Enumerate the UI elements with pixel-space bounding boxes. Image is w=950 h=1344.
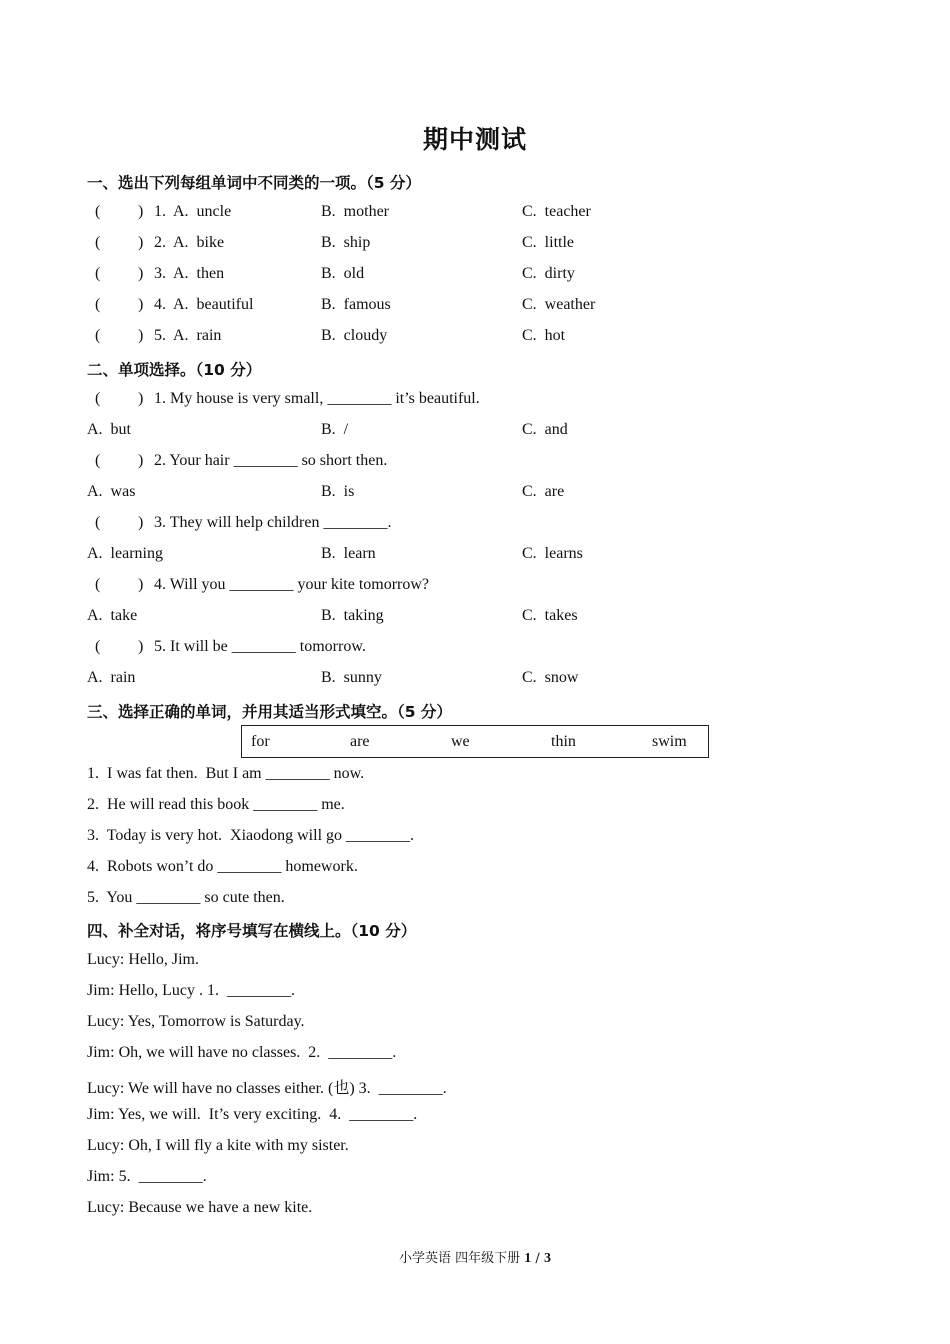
- option-a: A. uncle: [173, 203, 232, 220]
- question-number: 5.: [154, 327, 166, 344]
- answer-paren-close: ): [138, 452, 144, 469]
- option-c: C. hot: [522, 327, 566, 344]
- question-text: 1. My house is very small, ________ it’s beautiful.: [154, 390, 480, 407]
- option-c: C. and: [522, 421, 568, 438]
- answer-paren-open: (: [95, 452, 101, 469]
- option-c: C. little: [522, 234, 574, 251]
- option-a: A. rain: [173, 327, 222, 344]
- option-b: B. ship: [321, 234, 371, 251]
- option-b: B. is: [321, 483, 355, 500]
- section1-heading: 一、选出下列每组单词中不同类的一项。（5 分）: [87, 174, 421, 192]
- option-c: C. snow: [522, 669, 579, 686]
- footer-separator: /: [531, 1251, 544, 1266]
- dialogue-line: Lucy: Because we have a new kite.: [87, 1199, 313, 1216]
- option-a: A. rain: [87, 669, 136, 686]
- answer-paren-open: (: [95, 390, 101, 407]
- option-a: A. bike: [173, 234, 225, 251]
- word-bank-item: we: [451, 733, 470, 750]
- option-b: B. learn: [321, 545, 376, 562]
- answer-paren-close: ): [138, 203, 144, 220]
- option-b: B. sunny: [321, 669, 382, 686]
- answer-paren-close: ): [138, 327, 144, 344]
- fill-sentence: 3. Today is very hot. Xiaodong will go ________.: [87, 827, 415, 844]
- option-a: A. then: [173, 265, 225, 282]
- option-b: B. old: [321, 265, 365, 282]
- option-a: A. learning: [87, 545, 163, 562]
- answer-paren-open: (: [95, 514, 101, 531]
- answer-paren-close: ): [138, 576, 144, 593]
- option-c: C. learns: [522, 545, 583, 562]
- option-b: B. mother: [321, 203, 389, 220]
- option-b: B. cloudy: [321, 327, 388, 344]
- dialogue-line: Jim: 5. ________.: [87, 1168, 207, 1185]
- footer-text: 小学英语 四年级下册: [399, 1251, 525, 1266]
- question-number: 4.: [154, 296, 166, 313]
- fill-sentence: 2. He will read this book ________ me.: [87, 796, 345, 813]
- answer-paren-open: (: [95, 203, 101, 220]
- dialogue-line: Jim: Oh, we will have no classes. 2. ________.: [87, 1044, 397, 1061]
- question-text: 4. Will you ________ your kite tomorrow?: [154, 576, 430, 593]
- option-b: B. famous: [321, 296, 391, 313]
- option-c: C. takes: [522, 607, 578, 624]
- dialogue-line: Jim: Hello, Lucy . 1. ________.: [87, 982, 295, 999]
- section2-heading: 二、单项选择。（10 分）: [87, 361, 262, 379]
- answer-paren-close: ): [138, 514, 144, 531]
- footer-page-total: 3: [543, 1251, 551, 1266]
- dialogue-line: Lucy: Yes, Tomorrow is Saturday.: [87, 1013, 305, 1030]
- word-bank-item: thin: [551, 733, 576, 750]
- dialogue-line: Lucy: Oh, I will fly a kite with my sister.: [87, 1137, 349, 1154]
- answer-paren-open: (: [95, 296, 101, 313]
- answer-paren-open: (: [95, 638, 101, 655]
- option-c: C. are: [522, 483, 565, 500]
- word-bank-item: for: [251, 733, 270, 750]
- option-a: A. but: [87, 421, 131, 438]
- answer-paren-open: (: [95, 327, 101, 344]
- answer-paren-close: ): [138, 265, 144, 282]
- word-bank-item: swim: [652, 733, 687, 750]
- dialogue-line: Lucy: Hello, Jim.: [87, 951, 199, 968]
- answer-paren-close: ): [138, 234, 144, 251]
- question-number: 3.: [154, 265, 166, 282]
- option-a: A. beautiful: [173, 296, 254, 313]
- dialogue-line: Jim: Yes, we will. It’s very exciting. 4. ________.: [87, 1106, 418, 1123]
- option-a: A. take: [87, 607, 138, 624]
- section4-heading: 四、补全对话，将序号填写在横线上。（10 分）: [87, 922, 417, 940]
- option-b: B. taking: [321, 607, 384, 624]
- question-text: 2. Your hair ________ so short then.: [154, 452, 388, 469]
- footer-page-number: 1: [524, 1251, 532, 1266]
- option-a: A. was: [87, 483, 136, 500]
- fill-sentence: 5. You ________ so cute then.: [87, 889, 285, 906]
- dialogue-line: Lucy: We will have no classes either. (也) 3. ________.: [87, 1080, 447, 1097]
- option-c: C. dirty: [522, 265, 575, 282]
- answer-paren-open: (: [95, 576, 101, 593]
- option-c: C. weather: [522, 296, 596, 313]
- answer-paren-open: (: [95, 234, 101, 251]
- page-title: 期中测试: [422, 125, 527, 154]
- fill-sentence: 4. Robots won’t do ________ homework.: [87, 858, 358, 875]
- question-text: 3. They will help children ________.: [154, 514, 392, 531]
- answer-paren-close: ): [138, 390, 144, 407]
- question-number: 1.: [154, 203, 166, 220]
- option-c: C. teacher: [522, 203, 591, 220]
- section3-heading: 三、选择正确的单词，并用其适当形式填空。（5 分）: [87, 703, 452, 721]
- word-bank-box: [241, 725, 709, 758]
- question-text: 5. It will be ________ tomorrow.: [154, 638, 366, 655]
- answer-paren-close: ): [138, 638, 144, 655]
- answer-paren-close: ): [138, 296, 144, 313]
- answer-paren-open: (: [95, 265, 101, 282]
- fill-sentence: 1. I was fat then. But I am ________ now.: [87, 765, 365, 782]
- page-footer: [0, 1247, 950, 1267]
- option-b: B. /: [321, 421, 349, 438]
- question-number: 2.: [154, 234, 166, 251]
- word-bank-item: are: [350, 733, 370, 750]
